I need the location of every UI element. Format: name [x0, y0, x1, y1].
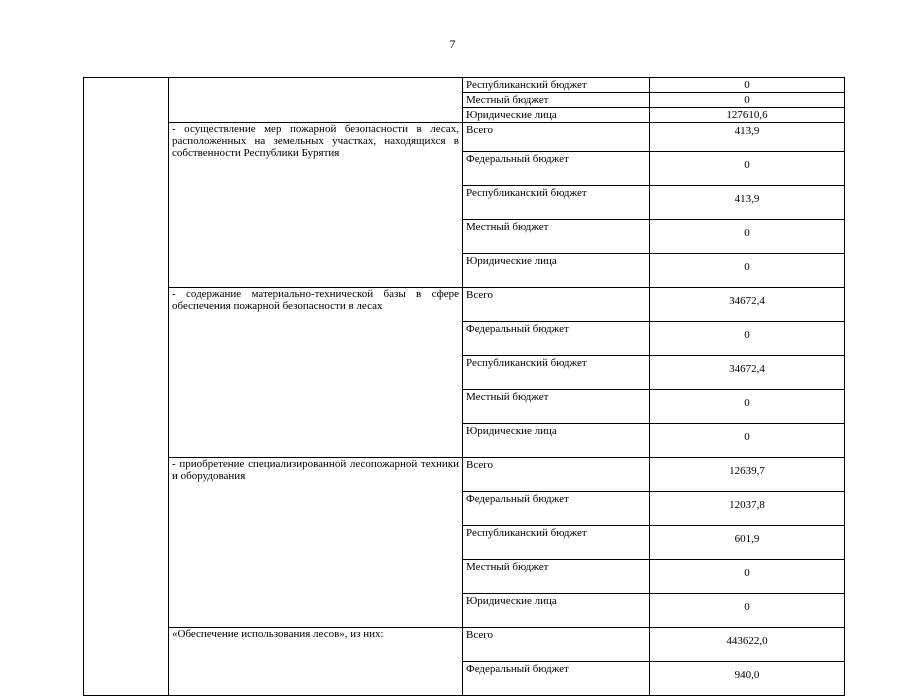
amount-cell: 0 [650, 560, 845, 594]
funding-source-cell: Всего [463, 123, 650, 152]
activity-description-cell: «Обеспечение использования лесов», из них: [169, 628, 463, 696]
budget-table [83, 77, 845, 696]
amount-cell: 0 [650, 78, 845, 93]
amount-cell: 601,9 [650, 526, 845, 560]
funding-source-cell: Местный бюджет [463, 560, 650, 594]
amount-cell: 0 [650, 93, 845, 108]
table-row [84, 78, 845, 93]
table-row [84, 123, 845, 152]
funding-source-cell: Юридические лица [463, 594, 650, 628]
activity-description-cell [169, 78, 463, 123]
amount-cell: 413,9 [650, 186, 845, 220]
funding-source-cell: Местный бюджет [463, 220, 650, 254]
activity-description-cell: - содержание материально-технической базы в сфере обеспечения пожарной безопасности в лесах [169, 288, 463, 458]
table-row [84, 288, 845, 322]
funding-source-cell: Юридические лица [463, 108, 650, 123]
amount-cell: 0 [650, 254, 845, 288]
table-row [84, 458, 845, 492]
funding-source-cell: Всего [463, 288, 650, 322]
amount-cell: 34672,4 [650, 356, 845, 390]
number-column-cell [84, 78, 169, 696]
activity-description-cell: - осуществление мер пожарной безопасности в лесах, расположенных на земельных участках, находящихся в собственности Республики Бурятия [169, 123, 463, 288]
funding-source-cell: Республиканский бюджет [463, 356, 650, 390]
funding-source-cell: Местный бюджет [463, 390, 650, 424]
table-row [84, 628, 845, 662]
amount-cell: 413,9 [650, 123, 845, 152]
amount-cell: 34672,4 [650, 288, 845, 322]
amount-cell: 0 [650, 220, 845, 254]
amount-cell: 443622,0 [650, 628, 845, 662]
funding-source-cell: Всего [463, 628, 650, 662]
amount-cell: 12639,7 [650, 458, 845, 492]
amount-cell: 940,0 [650, 662, 845, 696]
funding-source-cell: Федеральный бюджет [463, 322, 650, 356]
page-number: 7 [449, 37, 456, 51]
amount-cell: 127610,6 [650, 108, 845, 123]
funding-source-cell: Республиканский бюджет [463, 526, 650, 560]
amount-cell: 0 [650, 424, 845, 458]
funding-source-cell: Федеральный бюджет [463, 152, 650, 186]
amount-cell: 0 [650, 594, 845, 628]
funding-source-cell: Всего [463, 458, 650, 492]
funding-source-cell: Республиканский бюджет [463, 186, 650, 220]
funding-source-cell: Федеральный бюджет [463, 492, 650, 526]
amount-cell: 0 [650, 152, 845, 186]
activity-description-cell: - приобретение специализированной лесопожарной техники и оборудования [169, 458, 463, 628]
funding-source-cell: Федеральный бюджет [463, 662, 650, 696]
funding-source-cell: Республиканский бюджет [463, 78, 650, 93]
funding-source-cell: Юридические лица [463, 424, 650, 458]
funding-source-cell: Местный бюджет [463, 93, 650, 108]
amount-cell: 12037,8 [650, 492, 845, 526]
amount-cell: 0 [650, 390, 845, 424]
funding-source-cell: Юридические лица [463, 254, 650, 288]
amount-cell: 0 [650, 322, 845, 356]
